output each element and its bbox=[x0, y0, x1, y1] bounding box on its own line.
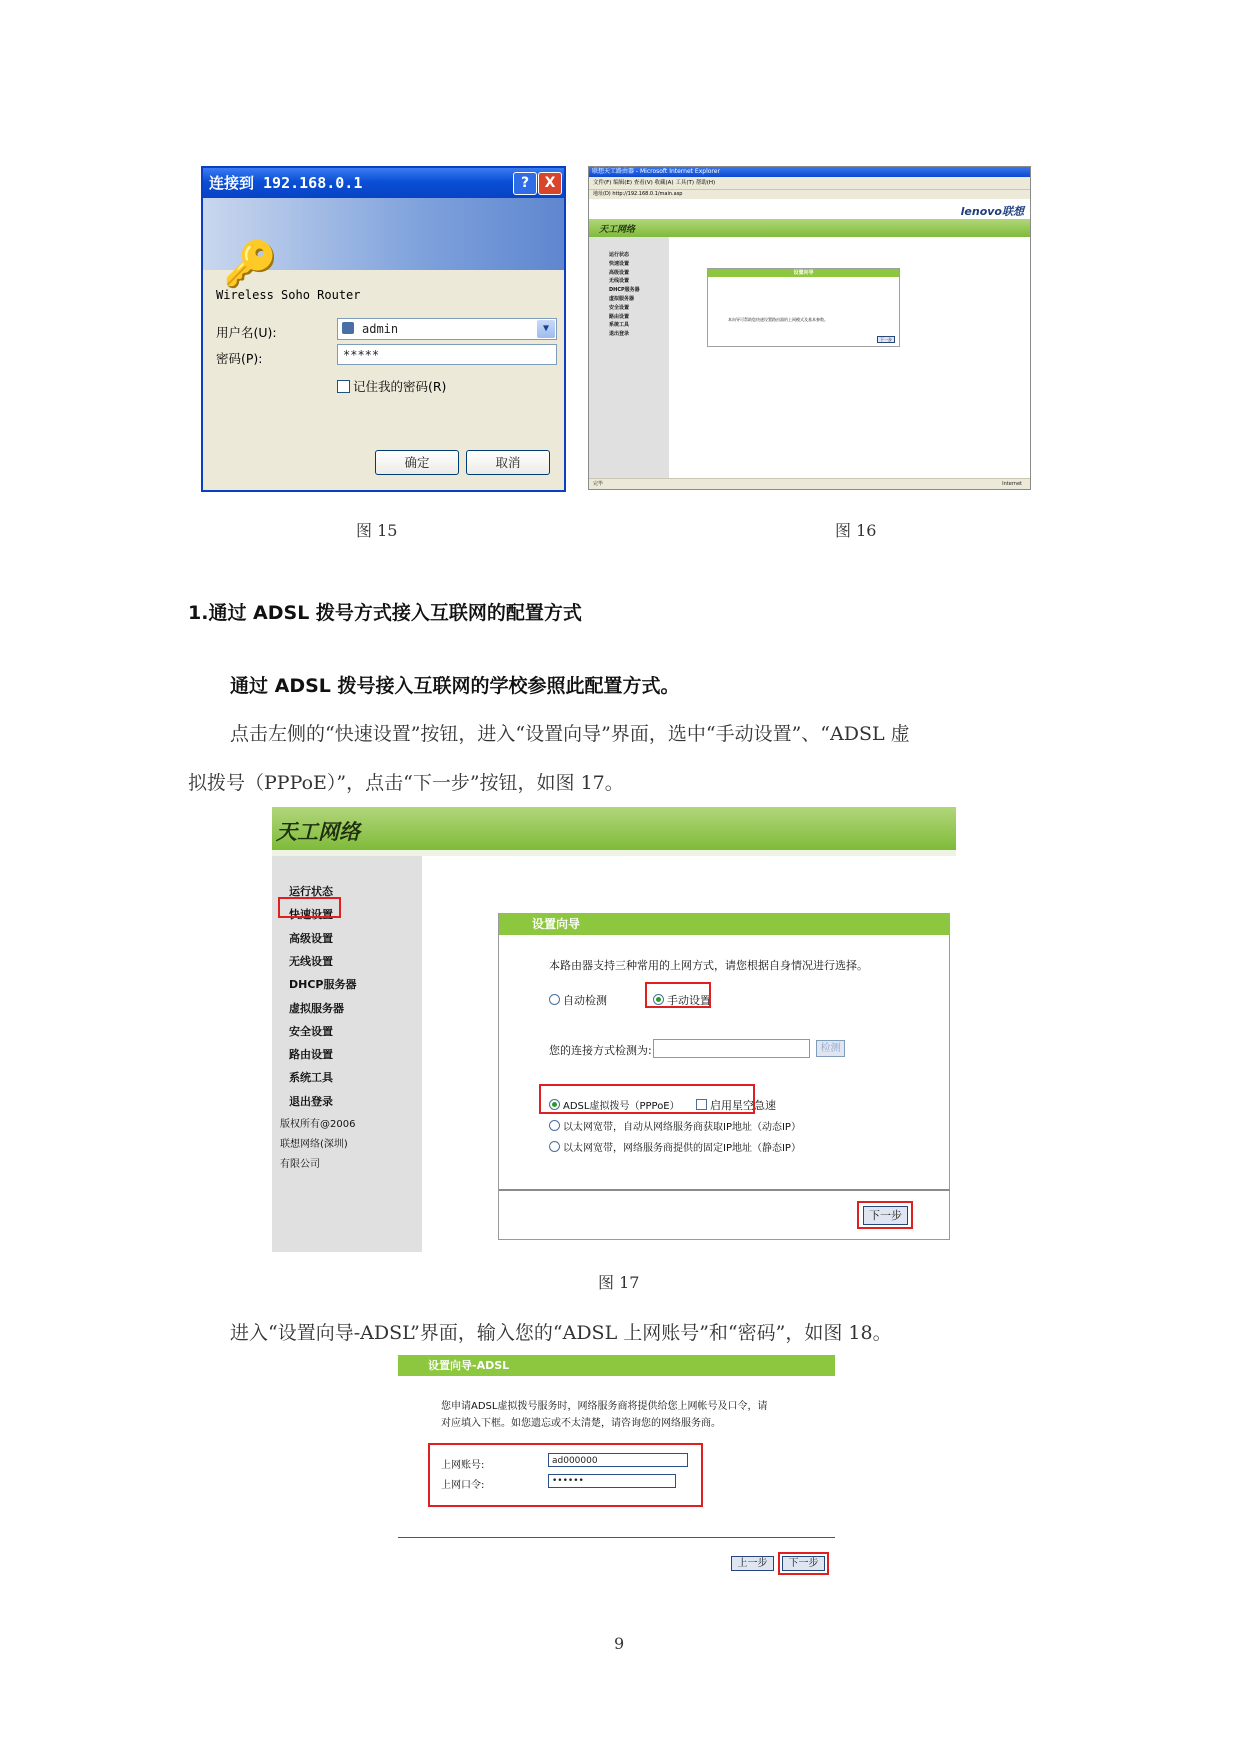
close-button[interactable]: X bbox=[538, 172, 562, 195]
browser-menu: 文件(F) 编辑(E) 查看(V) 收藏(A) 工具(T) 帮助(H) bbox=[589, 177, 1030, 190]
remember-label: 记住我的密码(R) bbox=[353, 379, 447, 394]
sidebar-item-8[interactable]: 系统工具 bbox=[289, 1071, 333, 1085]
paragraph-2: 进入“设置向导-ADSL”界面，输入您的“ADSL 上网账号”和“密码”，如图 18。 bbox=[230, 1322, 892, 1344]
login-dialog-screenshot bbox=[201, 166, 566, 492]
radio-icon bbox=[549, 1141, 560, 1152]
sidebar-item-8[interactable]: 系统工具 bbox=[609, 322, 630, 329]
realm-text: Wireless Soho Router bbox=[216, 288, 361, 302]
starspeed-label: 启用星空急速 bbox=[710, 1099, 776, 1112]
remember-password-checkbox[interactable] bbox=[337, 377, 446, 395]
sidebar-item-0[interactable]: 运行状态 bbox=[609, 252, 630, 258]
sidebar-item-4[interactable]: DHCP服务器 bbox=[289, 978, 357, 992]
quick-setup-highlight bbox=[278, 897, 341, 918]
wizard-panel bbox=[498, 913, 950, 1240]
sidebar-item-5[interactable]: 虚拟服务器 bbox=[609, 296, 635, 302]
browser-title: 联想天工路由器 - Microsoft Internet Explorer bbox=[589, 167, 1030, 177]
password-label: 密码(P): bbox=[216, 351, 263, 366]
manual-setup-highlight bbox=[645, 982, 711, 1008]
username-label: 用户名(U): bbox=[216, 325, 277, 340]
browser-screenshot bbox=[588, 166, 1031, 490]
detect-button[interactable]: 检测 bbox=[816, 1040, 845, 1057]
sidebar-item-6[interactable]: 安全设置 bbox=[609, 304, 630, 311]
paragraph-line-1: 点击左侧的“快速设置”按钮，进入“设置向导”界面，选中“手动设置”、“ADSL 虚 bbox=[230, 723, 910, 745]
panel-text: 本向导可帮助您快速设置路由器的上网模式及基本参数。 bbox=[728, 317, 828, 322]
router-header bbox=[589, 219, 1030, 237]
wizard-panel bbox=[707, 268, 900, 347]
sidebar-item-1[interactable]: 快速设置 bbox=[609, 260, 630, 267]
username-combo[interactable] bbox=[337, 318, 557, 340]
copyright-line: 联想网络(深圳) bbox=[280, 1139, 348, 1150]
panel-title: 设置向导 bbox=[499, 913, 950, 935]
lenovo-logo: lenovo联想 bbox=[960, 205, 1024, 218]
wizard-intro: 本路由器支持三种常用的上网方式，请您根据自身情况进行选择。 bbox=[549, 959, 868, 972]
sidebar-item-9[interactable]: 退出登录 bbox=[289, 1094, 333, 1108]
figure-15-caption: 图 15 bbox=[356, 521, 398, 540]
browser-status-bar bbox=[589, 478, 1030, 489]
figure-17-caption: 图 17 bbox=[598, 1273, 640, 1292]
sidebar-item-6[interactable]: 安全设置 bbox=[289, 1024, 333, 1038]
radio-icon bbox=[549, 1120, 560, 1131]
sidebar-item-1[interactable]: 快速设置 bbox=[289, 908, 333, 922]
panel-title: 设置向导 bbox=[708, 269, 899, 277]
sidebar-item-9[interactable]: 退出登录 bbox=[609, 331, 630, 338]
next-button[interactable]: 下一步 bbox=[782, 1556, 825, 1571]
sidebar-item-7[interactable]: 路由设置 bbox=[289, 1048, 333, 1062]
manual-setup-label: 手动设置 bbox=[667, 994, 711, 1007]
cancel-button[interactable]: 取消 bbox=[466, 450, 550, 475]
auto-detect-label: 自动检测 bbox=[563, 994, 607, 1007]
next-button-highlight bbox=[778, 1552, 829, 1575]
account-input[interactable]: ad000000 bbox=[548, 1453, 688, 1467]
router-brand: 天工网络 bbox=[599, 225, 636, 235]
dynamic-ip-label: 以太网宽带，自动从网络服务商获取IP地址（动态IP） bbox=[563, 1122, 801, 1133]
static-ip-radio[interactable] bbox=[549, 1139, 801, 1154]
copyright-line: 版权所有@2006 bbox=[280, 1119, 356, 1130]
section-heading: 1.通过 ADSL 拨号方式接入互联网的配置方式 bbox=[188, 602, 582, 624]
dynamic-ip-radio[interactable] bbox=[549, 1118, 801, 1133]
router-sidebar bbox=[589, 237, 669, 478]
paragraph-line-2: 拟拨号（PPPoE）”，点击“下一步”按钮，如图 17。 bbox=[188, 772, 624, 794]
sidebar-item-3[interactable]: 无线设置 bbox=[609, 278, 630, 285]
dialog-title: 连接到 192.168.0.1 bbox=[203, 168, 564, 198]
prev-button[interactable]: 上一步 bbox=[731, 1556, 774, 1571]
panel-title: 设置向导-ADSL bbox=[398, 1355, 835, 1376]
status-right: Internet bbox=[1002, 481, 1022, 487]
next-button[interactable]: 下一步 bbox=[877, 336, 895, 343]
checkbox-box[interactable] bbox=[337, 380, 350, 393]
detected-label: 您的连接方式检测为: bbox=[549, 1044, 652, 1057]
next-button[interactable]: 下一步 bbox=[863, 1206, 908, 1225]
help-button[interactable]: ? bbox=[513, 172, 537, 195]
sidebar-item-7[interactable]: 路由设置 bbox=[609, 313, 630, 320]
ok-button[interactable]: 确定 bbox=[375, 450, 459, 475]
auto-detect-radio[interactable] bbox=[549, 992, 607, 1008]
page-number: 9 bbox=[614, 1634, 625, 1653]
sidebar-item-2[interactable]: 高级设置 bbox=[289, 931, 333, 945]
account-label: 上网账号: bbox=[441, 1460, 485, 1471]
panel-divider bbox=[499, 1189, 950, 1191]
pppoe-label: ADSL虚拟拨号（PPPoE） bbox=[563, 1101, 680, 1112]
browser-address-bar: 地址(D) http://192.168.0.1/main.asp bbox=[589, 190, 1030, 199]
sidebar-item-0[interactable]: 运行状态 bbox=[289, 885, 333, 898]
keys-icon: 🔑 bbox=[223, 239, 278, 290]
radio-icon bbox=[549, 994, 560, 1005]
intro-line-2: 对应填入下框。如您遗忘或不太清楚，请咨询您的网络服务商。 bbox=[441, 1418, 721, 1429]
sidebar-item-4[interactable]: DHCP服务器 bbox=[609, 287, 640, 294]
sidebar-item-5[interactable]: 虚拟服务器 bbox=[289, 1001, 344, 1015]
copyright-line: 有限公司 bbox=[280, 1159, 320, 1170]
pppoe-highlight bbox=[539, 1084, 755, 1114]
adsl-wizard-screenshot bbox=[398, 1355, 835, 1580]
status-left: 完毕 bbox=[593, 481, 604, 487]
chevron-down-icon[interactable]: ▼ bbox=[537, 320, 555, 338]
sub-heading: 通过 ADSL 拨号接入互联网的学校参照此配置方式。 bbox=[230, 675, 680, 697]
password-input[interactable]: •••••• bbox=[548, 1474, 676, 1488]
static-ip-label: 以太网宽带，网络服务商提供的固定IP地址（静态IP） bbox=[563, 1143, 801, 1154]
router-header bbox=[272, 807, 956, 850]
password-label: 上网口令: bbox=[441, 1480, 485, 1491]
username-value: admin bbox=[362, 322, 399, 336]
sidebar-item-2[interactable]: 高级设置 bbox=[609, 269, 630, 276]
panel-divider bbox=[398, 1537, 835, 1538]
intro-line-1: 您申请ADSL虚拟拨号服务时，网络服务商将提供给您上网帐号及口令，请 bbox=[441, 1401, 768, 1412]
figure-16-caption: 图 16 bbox=[835, 521, 877, 540]
detected-type-field[interactable] bbox=[653, 1039, 810, 1058]
sidebar-item-3[interactable]: 无线设置 bbox=[289, 954, 333, 968]
wizard-screenshot bbox=[272, 807, 956, 1252]
router-brand: 天工网络 bbox=[276, 819, 360, 844]
dialog-banner bbox=[203, 198, 564, 290]
user-icon bbox=[342, 322, 354, 334]
password-field[interactable]: ***** bbox=[337, 344, 557, 365]
next-button-highlight bbox=[857, 1201, 913, 1229]
